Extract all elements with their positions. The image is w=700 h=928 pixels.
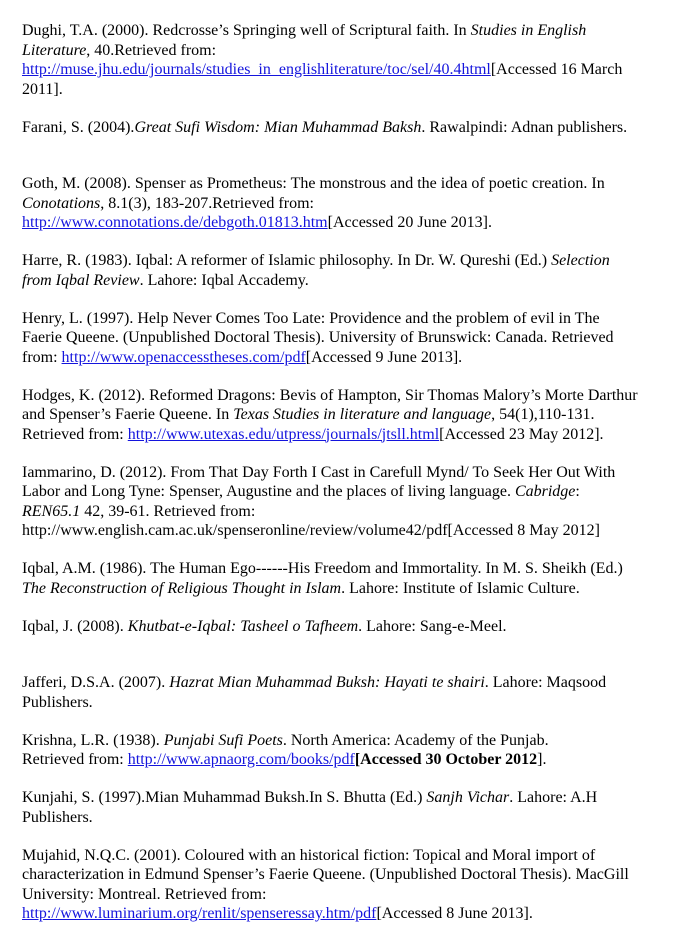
- reference-line: [22, 559, 680, 579]
- reference-line: [22, 174, 680, 194]
- reference-text: Punjabi Sufi Poets: [163, 731, 283, 749]
- reference-entry: [22, 673, 680, 712]
- reference-text: Publishers.: [22, 693, 93, 711]
- reference-text: The Reconstruction of Religious Thought in Islam: [22, 579, 342, 597]
- reference-entry: [22, 788, 680, 827]
- reference-text: Publishers.: [22, 808, 93, 826]
- reference-entry: [22, 386, 680, 445]
- reference-line: [22, 348, 680, 368]
- reference-url-link[interactable]: http://www.utexas.edu/utpress/journals/jtsll.html: [127, 425, 440, 443]
- reference-text: . Rawalpindi: Adnan publishers.: [421, 118, 628, 136]
- reference-text: Kunjahi, S. (1997).Mian Muhammad Buksh.In S. Bhutta (Ed.): [22, 789, 427, 806]
- reference-entry: [22, 21, 680, 99]
- reference-url-link[interactable]: http://www.luminarium.org/renlit/spenseressay.htm/pdf: [22, 905, 377, 922]
- reference-text: Selection: [551, 252, 610, 269]
- reference-text: Texas Studies in literature and language: [233, 406, 492, 423]
- reference-text: Farani, S. (2004).: [22, 118, 135, 136]
- reference-text: [Accessed 20 June 2013].: [327, 214, 493, 231]
- reference-line: [22, 251, 680, 271]
- reference-text: [Accessed 9 June 2013].: [305, 348, 463, 366]
- reference-text: from:: [22, 348, 62, 366]
- reference-entry: [22, 559, 680, 598]
- reference-line: [22, 750, 680, 770]
- reference-url-link[interactable]: http://muse.jhu.edu/journals/studies_in_englishliterature/toc/sel/40.4html: [22, 61, 491, 78]
- reference-text: Iqbal, A.M. (1986). The Human Ego------His Freedom and Immortality. In M. S. Sheikh (Ed.): [22, 560, 623, 577]
- reference-text: Labor and Long Tyne: Spenser, Augustine and the places of living language.: [22, 483, 515, 500]
- reference-line: [22, 463, 680, 483]
- reference-text: Goth, M. (2008). Spenser as Prometheus: The monstrous and the idea of poetic creation. In: [22, 175, 605, 192]
- reference-line: [22, 846, 680, 866]
- reference-text: Hazrat Mian Muhammad Buksh: Hayati te shairi: [169, 674, 485, 691]
- reference-entry: [22, 118, 680, 138]
- reference-text: Retrieved from:: [22, 425, 128, 443]
- reference-text: . Lahore: Iqbal Accademy.: [139, 271, 309, 289]
- reference-entry: [22, 463, 680, 541]
- reference-line: [22, 502, 680, 522]
- reference-line: [22, 118, 680, 138]
- reference-text: Conotations: [22, 194, 101, 212]
- reference-url-link[interactable]: http://www.openaccesstheses.com/pdf: [61, 348, 306, 366]
- reference-text: REN65.1: [22, 502, 81, 520]
- reference-text: 2011].: [22, 80, 63, 98]
- reference-text: . Lahore: Institute of Islamic Culture.: [341, 579, 580, 597]
- reference-line: [22, 865, 680, 885]
- reference-text: Sanjh Vichar: [426, 789, 510, 806]
- reference-line: [22, 60, 680, 80]
- reference-entry: [22, 846, 680, 924]
- reference-text: [Accessed 30 October 2012: [354, 751, 538, 768]
- reference-text: [Accessed 16 March: [490, 61, 623, 78]
- reference-text: Khutbat-e-Iqbal: Tasheel o Tafheem: [127, 617, 359, 635]
- reference-text: . Lahore: Maqsood: [484, 674, 607, 691]
- reference-url-link[interactable]: http://www.connotations.de/debgoth.01813.htm: [22, 214, 328, 231]
- reference-line: [22, 213, 680, 233]
- reference-line: [22, 80, 680, 100]
- reference-line: [22, 731, 680, 751]
- reference-text: Krishna, L.R. (1938).: [22, 731, 164, 749]
- reference-text: characterization in Edmund Spenser’s Faerie Queene. (Unpublished Doctoral Thesis). MacGill: [22, 866, 629, 883]
- reference-entry: [22, 731, 680, 770]
- reference-text: Henry, L. (1997). Help Never Comes Too Late: Providence and the problem of evil in The: [22, 309, 600, 327]
- reference-text: from Iqbal Review: [22, 271, 140, 289]
- reference-text: University: Montreal. Retrieved from:: [22, 885, 267, 903]
- reference-entry: [22, 174, 680, 233]
- reference-text: Iqbal, J. (2008).: [22, 617, 128, 635]
- reference-line: [22, 21, 680, 41]
- reference-line: [22, 788, 680, 808]
- reference-text: Iammarino, D. (2012). From That Day Forth I Cast in Carefull Mynd/ To Seek Her Out With: [22, 463, 616, 481]
- reference-line: [22, 41, 680, 61]
- reference-line: [22, 673, 680, 693]
- reference-text: Harre, R. (1983). Iqbal: A reformer of Islamic philosophy. In Dr. W. Qureshi (Ed.): [22, 252, 552, 269]
- reference-line: [22, 328, 680, 348]
- reference-line: [22, 521, 680, 541]
- reference-text: Retrieved from:: [22, 751, 128, 768]
- reference-text: Dughi, T.A. (2000). Redcrosse’s Springing well of Scriptural faith. In: [22, 22, 471, 39]
- reference-text: Studies in English: [470, 22, 587, 39]
- reference-line: [22, 386, 680, 406]
- reference-text: [Accessed 8 June 2013].: [376, 905, 533, 922]
- reference-line: [22, 271, 680, 291]
- reference-text: http://www.english.cam.ac.uk/spenseronline/review/volume42/pdf[Accessed 8 May 2012]: [22, 522, 600, 539]
- reference-line: [22, 482, 680, 502]
- reference-text: , 40.Retrieved from:: [86, 41, 217, 59]
- reference-line: [22, 885, 680, 905]
- reference-text: Faerie Queene. (Unpublished Doctoral Thesis). University of Brunswick: Canada. Retrieved: [22, 329, 614, 346]
- reference-text: :: [575, 483, 580, 500]
- reference-text: Hodges, K. (2012). Reformed Dragons: Bevis of Hampton, Sir Thomas Malory’s Morte Darthur: [22, 386, 638, 404]
- reference-text: . Lahore: A.H: [509, 789, 598, 806]
- reference-line: [22, 194, 680, 214]
- reference-text: [Accessed 23 May 2012].: [439, 425, 604, 443]
- reference-text: and Spenser’s Faerie Queene. In: [22, 406, 234, 423]
- reference-line: [22, 904, 680, 924]
- reference-text: Literature: [22, 41, 87, 59]
- reference-entry: [22, 309, 680, 368]
- reference-entry: [22, 617, 680, 637]
- reference-text: Cabridge: [514, 483, 576, 500]
- reference-line: [22, 808, 680, 828]
- reference-line: [22, 693, 680, 713]
- reference-list: [22, 21, 680, 924]
- reference-text: . Lahore: Sang-e-Meel.: [358, 617, 507, 635]
- reference-text: 42, 39-61. Retrieved from:: [80, 502, 256, 520]
- reference-url-link[interactable]: http://www.apnaorg.com/books/pdf: [127, 751, 355, 768]
- reference-text: Jafferi, D.S.A. (2007).: [22, 674, 170, 691]
- reference-line: [22, 309, 680, 329]
- reference-line: [22, 579, 680, 599]
- reference-line: [22, 405, 680, 425]
- reference-text: , 8.1(3), 183-207.Retrieved from:: [100, 194, 314, 212]
- reference-entry: [22, 251, 680, 290]
- reference-text: , 54(1),110-131.: [491, 406, 595, 423]
- reference-text: . North America: Academy of the Punjab.: [282, 731, 549, 749]
- reference-text: ].: [537, 751, 547, 768]
- reference-text: Mujahid, N.Q.C. (2001). Coloured with an historical fiction: Topical and Moral import of: [22, 846, 596, 864]
- reference-text: Great Sufi Wisdom: Mian Muhammad Baksh: [134, 118, 422, 136]
- reference-line: [22, 425, 680, 445]
- reference-line: [22, 617, 680, 637]
